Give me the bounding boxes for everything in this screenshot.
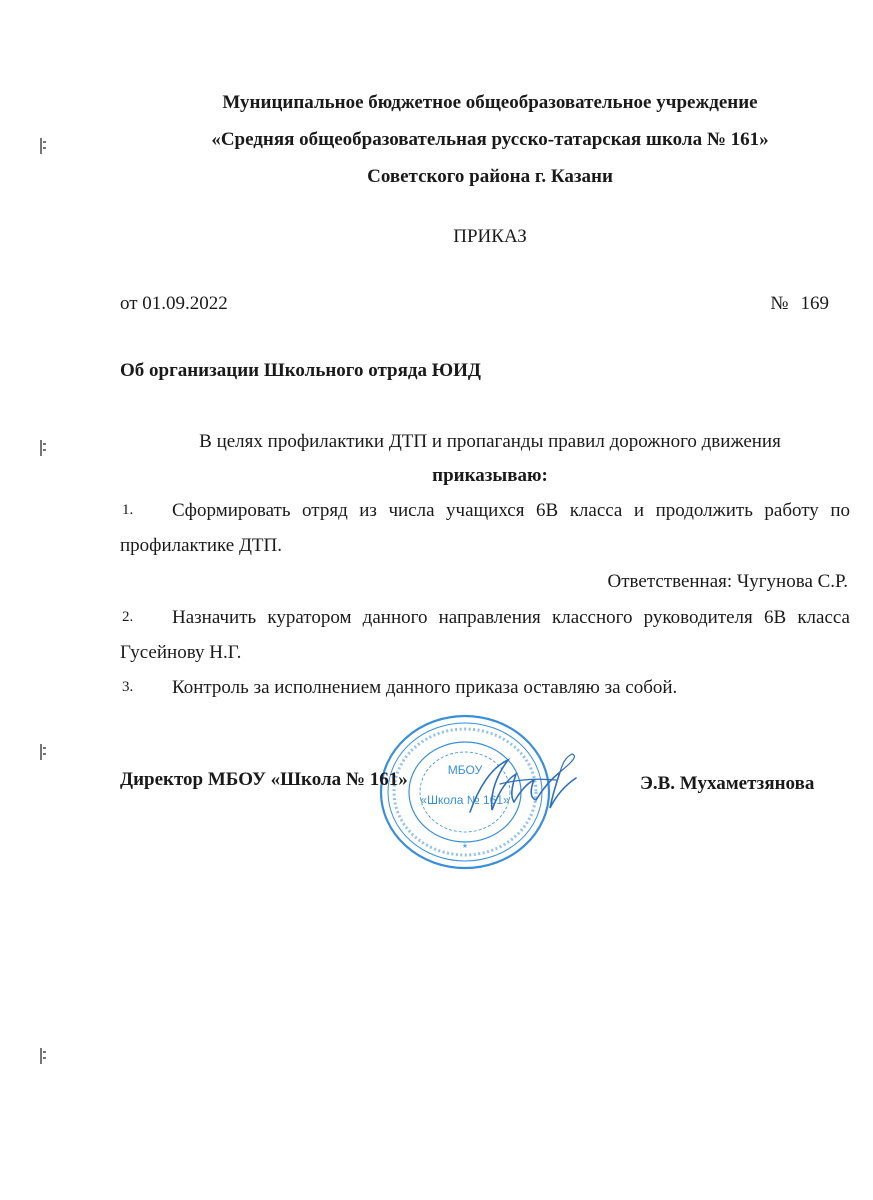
order-item [120, 600, 850, 670]
order-subject: Об организации Школьного отряда ЮИД [120, 360, 481, 381]
order-number [770, 293, 829, 315]
organization-line-1: Муниципальное бюджетное общеобразовательное учреждение [222, 92, 758, 113]
organization-line-3: Советского района г. Казани [367, 166, 613, 187]
item-responsible: Ответственная: Чугунова С.Р. [607, 571, 848, 592]
number-value: 169 [800, 293, 829, 314]
scan-margin-mark [38, 138, 48, 154]
organization-line-2: «Средняя общеобразовательная русско-татарская школа № 161» [211, 129, 769, 150]
order-item [120, 670, 850, 705]
item-text: Сформировать отряд из числа учащихся 6В класса и продолжить работу по профилактике ДТП. [120, 500, 850, 556]
scan-margin-mark [38, 440, 48, 456]
item-number: 1. [122, 502, 134, 518]
item-text: Назначить куратором данного направления классного руководителя 6В класса Гусейнову Н.Г. [120, 607, 850, 663]
item-number: 2. [122, 609, 134, 625]
document-title: ПРИКАЗ [453, 226, 527, 247]
order-preamble [110, 425, 870, 493]
order-date: от 01.09.2022 [120, 293, 228, 314]
order-word: приказываю: [432, 465, 548, 486]
order-items [120, 493, 850, 705]
preamble-text: В целях профилактики ДТП и пропаганды правил дорожного движения [199, 431, 781, 452]
stamp-line-1: МБОУ [447, 763, 483, 777]
order-item [120, 493, 850, 600]
item-text: Контроль за исполнением данного приказа оставляю за собой. [172, 677, 678, 698]
scan-margin-mark [38, 1048, 48, 1064]
handwritten-signature [460, 750, 590, 830]
stamp-line-2: «Школа № 161» [420, 793, 510, 807]
director-position: Директор МБОУ «Школа № 161» [120, 769, 408, 790]
number-sign: № [770, 293, 789, 314]
scan-margin-mark [38, 744, 48, 760]
item-number: 3. [122, 679, 134, 695]
director-name: Э.В. Мухаметзянова [640, 773, 815, 794]
organization-header [110, 84, 870, 195]
stamp-star: * [462, 841, 468, 855]
